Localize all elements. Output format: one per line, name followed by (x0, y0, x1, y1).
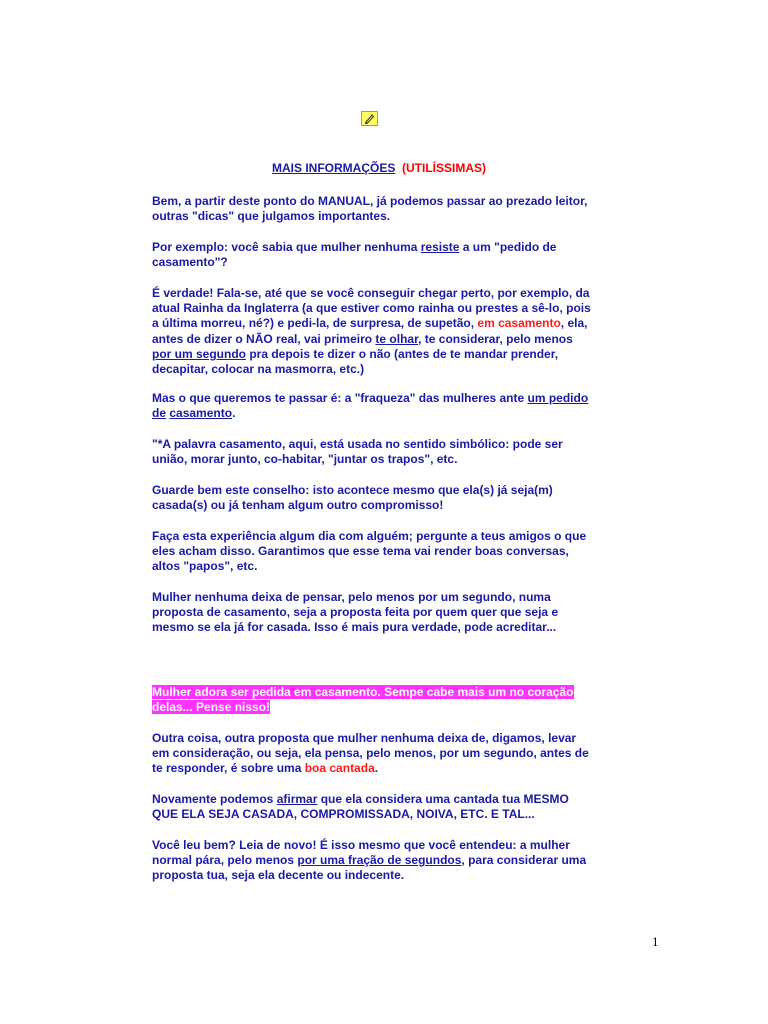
title-main: MAIS INFORMAÇÕES (272, 161, 396, 175)
text-line: Guarde bem este conselho: isto acontece mesmo que ela(s) já seja(m) (152, 483, 553, 497)
text-line: normal pára, pelo menos por uma fração de segundos, para considerar uma (152, 853, 587, 868)
paragraph-3 (152, 286, 622, 377)
text-line: Mas o que queremos te passar é: a "fraqueza" das mulheres ante um pedido (152, 391, 589, 405)
paragraph-12 (152, 838, 622, 884)
paragraph-11 (152, 792, 622, 822)
text-line (152, 700, 622, 715)
page-number: 1 (652, 934, 659, 949)
underlined-word: casamento (169, 406, 233, 421)
paragraph-2 (152, 240, 622, 270)
paragraph-1 (152, 194, 622, 224)
highlighted-text: Mulher adora ser pedida em casamento. Sempe cabe mais um no coração (152, 685, 574, 699)
text-line: antes de dizer o NÃO real, vai primeiro te olhar, te considerar, pelo menos (152, 331, 573, 346)
text-line: união, morar junto, co-habitar, "juntar os trapos", etc. (152, 452, 458, 467)
text-line: de casamento. (152, 406, 236, 421)
text-line: QUE ELA SEJA CASADA, COMPROMISSADA, NOIVA, ETC. E TAL... (152, 807, 535, 822)
paragraph-6 (152, 483, 622, 513)
underlined-word: afirmar (276, 792, 318, 806)
underlined-phrase: te olhar (375, 331, 419, 346)
text-line: Faça esta experiência algum dia com alguém; pergunte a teus amigos o que (152, 529, 587, 543)
title-sub: (UTILÍSSIMAS) (402, 161, 487, 175)
underlined-phrase: um pedido (527, 391, 589, 405)
red-phrase: em casamento (477, 316, 561, 331)
underlined-phrase: por um segundo (152, 346, 246, 361)
text-line: a última morreu, né?) e pedi-la, de surpresa, de supetão, em casamento, ela, (152, 316, 588, 331)
underlined-phrase: por uma fração de segundos (297, 853, 462, 868)
paragraph-10 (152, 731, 622, 777)
highlighted-text: delas... Pense nisso! (152, 700, 271, 715)
text-line: Mulher nenhuma deixa de pensar, pelo menos por um segundo, numa (152, 590, 551, 604)
text-line: casamento"? (152, 255, 228, 270)
text-line: "*A palavra casamento, aqui, está usada no sentido simbólico: pode ser (152, 437, 563, 451)
text-line: Você leu bem? Leia de novo! É isso mesmo que você entendeu: a mulher (152, 838, 570, 852)
paragraph-4 (152, 391, 622, 421)
page-title (272, 161, 486, 175)
text-line: eles acham disso. Garantimos que esse tema vai render boas conversas, (152, 544, 569, 559)
pencil-note-icon[interactable] (361, 111, 378, 126)
text-line: atual Rainha da Inglaterra (a que estiver como rainha ou prestes a sê-lo, pois (152, 301, 591, 316)
text-line: decapitar, colocar na masmorra, etc.) (152, 362, 365, 377)
text-line: proposta tua, seja ela decente ou indecente. (152, 868, 405, 883)
text-line: por um segundo pra depois te dizer o não (antes de te mandar prender, (152, 346, 559, 361)
text-line: Outra coisa, outra proposta que mulher nenhuma deixa de, digamos, levar (152, 731, 577, 745)
text-line: em consideração, ou seja, ela pensa, pelo menos, por um segundo, antes de (152, 746, 589, 761)
underlined-word: de (152, 406, 167, 421)
pencil-glyph (364, 113, 375, 124)
text-line: Novamente podemos afirmar que ela considera uma cantada tua MESMO (152, 792, 569, 806)
text-line: outras "dicas" que julgamos importantes. (152, 209, 391, 224)
text-line: É verdade! Fala-se, até que se você conseguir chegar perto, por exemplo, da (152, 286, 590, 300)
text-line: Bem, a partir deste ponto do MANUAL, já podemos passar ao prezado leitor, (152, 194, 588, 208)
underlined-word: resiste (420, 240, 460, 254)
text-line: altos "papos", etc. (152, 559, 258, 574)
text-line: te responder, é sobre uma boa cantada. (152, 761, 379, 776)
text-line: Por exemplo: você sabia que mulher nenhuma resiste a um "pedido de (152, 240, 557, 254)
text-line: proposta de casamento, seja a proposta feita por quem quer que seja e (152, 605, 559, 620)
red-phrase: boa cantada (304, 761, 375, 776)
text-line: mesmo se ela já for casada. Isso é mais pura verdade, pode acreditar... (152, 620, 557, 635)
text-line: casada(s) ou já tenham algum outro compromisso! (152, 498, 444, 513)
paragraph-8 (152, 590, 622, 636)
paragraph-7 (152, 529, 622, 575)
text-line (152, 685, 622, 700)
paragraph-5 (152, 437, 622, 467)
highlighted-paragraph (152, 685, 622, 715)
